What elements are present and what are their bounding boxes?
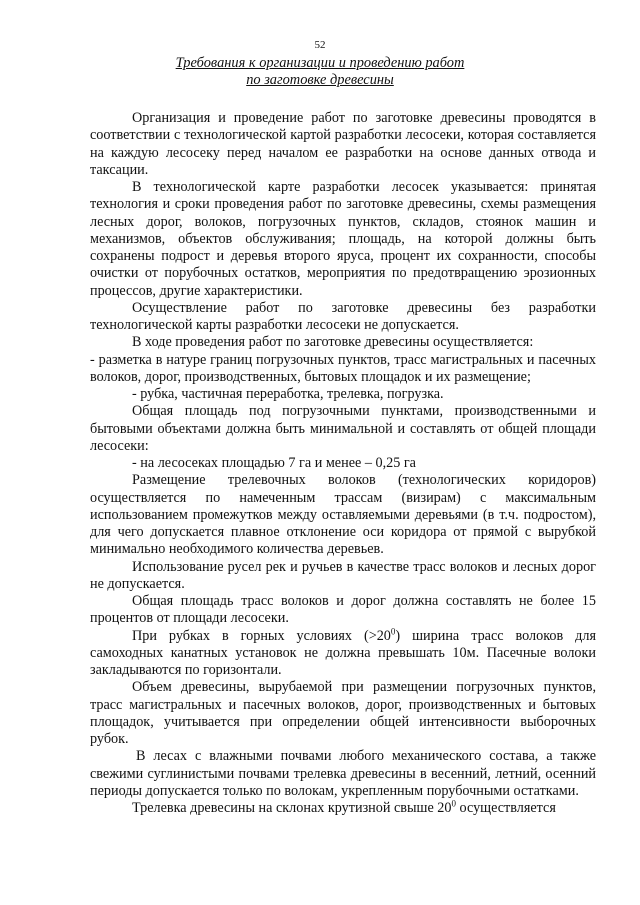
paragraph: Общая площадь под погрузочными пунктами, производственными и бытовыми объектами должна быть минимальной и составлять от общей площади лесосеки: bbox=[90, 403, 596, 454]
document-body bbox=[90, 110, 596, 817]
paragraph: Объем древесины, вырубаемой при размещении погрузочных пунктов, трасс магистральных и пасечных волоков, дорог, производственных и бытовых площадок, учитывается при определении общей интенсивности выборочных рубок. bbox=[90, 679, 596, 747]
paragraph: В технологической карте разработки лесосек указывается: принятая технология и сроки проведения работ по заготовке древесины, схемы размещения лесных дорог, волоков, погрузочных пунктов, складов, стоянок машин и механизмов, объектов обслуживания; площадь, на которой должны быть сохранены подрост и деревья второго яруса, процент их сохранности, способы очистки от порубочных остатков, мероприятия по предотвращению эрозионных процессов, другие характеристики. bbox=[90, 179, 596, 299]
text-segment: Трелевка древесины на склонах крутизной свыше 20 bbox=[132, 800, 452, 816]
section-title-line-2: по заготовке древесины bbox=[246, 72, 394, 88]
text-segment: ) ширина трасс волоков для самоходных канатных установок не должна превышать 10м. Пасечные волоки закладываются по горизонтали. bbox=[90, 627, 596, 678]
list-item: - рубка, частичная переработка, трелевка, погрузка. bbox=[132, 386, 444, 402]
paragraph: В лесах с влажными почвами любого механического состава, а также свежими суглинистыми почвами трелевка древесины в весенний, летний, осенний периоды допускается только по волокам, укрепленным порубочными остатками. bbox=[90, 748, 596, 799]
paragraph-mountain-conditions bbox=[90, 625, 596, 680]
text-segment: При рубках в горных условиях (>20 bbox=[132, 627, 391, 644]
section-title-line-1: Требования к организации и проведению работ bbox=[175, 55, 465, 71]
paragraph: Осуществление работ по заготовке древесины без разработки технологической карты разработки лесосеки не допускается. bbox=[90, 299, 596, 333]
paragraph-slope-skidding bbox=[90, 800, 596, 817]
paragraph: Использование русел рек и ручьев в качестве трасс волоков и лесных дорог не допускается. bbox=[90, 558, 596, 592]
section-title bbox=[0, 55, 640, 89]
list-item: - на лесосеках площадью 7 га и менее – 0,25 га bbox=[132, 455, 416, 471]
paragraph: Организация и проведение работ по заготовке древесины проводятся в соответствии с технологической картой разработки лесосеки, которая составляется на каждую лесосеку перед началом ее разработки на основе данных отвода и таксации. bbox=[90, 110, 596, 178]
degree-superscript: 0 bbox=[451, 798, 456, 809]
paragraph: Общая площадь трасс волоков и дорог должна составлять не более 15 процентов от площади лесосеки. bbox=[90, 593, 596, 627]
list-item: - разметка в натуре границ погрузочных пунктов, трасс магистральных и пасечных волоков, дорог, производственных, бытовых площадок и их размещение; bbox=[90, 351, 596, 385]
page-number: 52 bbox=[314, 39, 326, 51]
paragraph: Размещение трелевочных волоков (технологических коридоров) осуществляется по намеченным трассам (визирам) с максимальным использованием промежутков между оставляемыми деревьями (в т.ч. подростом), для чего допускается плавное отклонение оси коридора от прямой с вырубкой минимально необходимого количества деревьев. bbox=[90, 472, 596, 558]
degree-superscript: 0 bbox=[390, 625, 396, 636]
text-segment: осуществляется bbox=[455, 800, 556, 816]
paragraph: В ходе проведения работ по заготовке древесины осуществляется: bbox=[132, 334, 534, 351]
